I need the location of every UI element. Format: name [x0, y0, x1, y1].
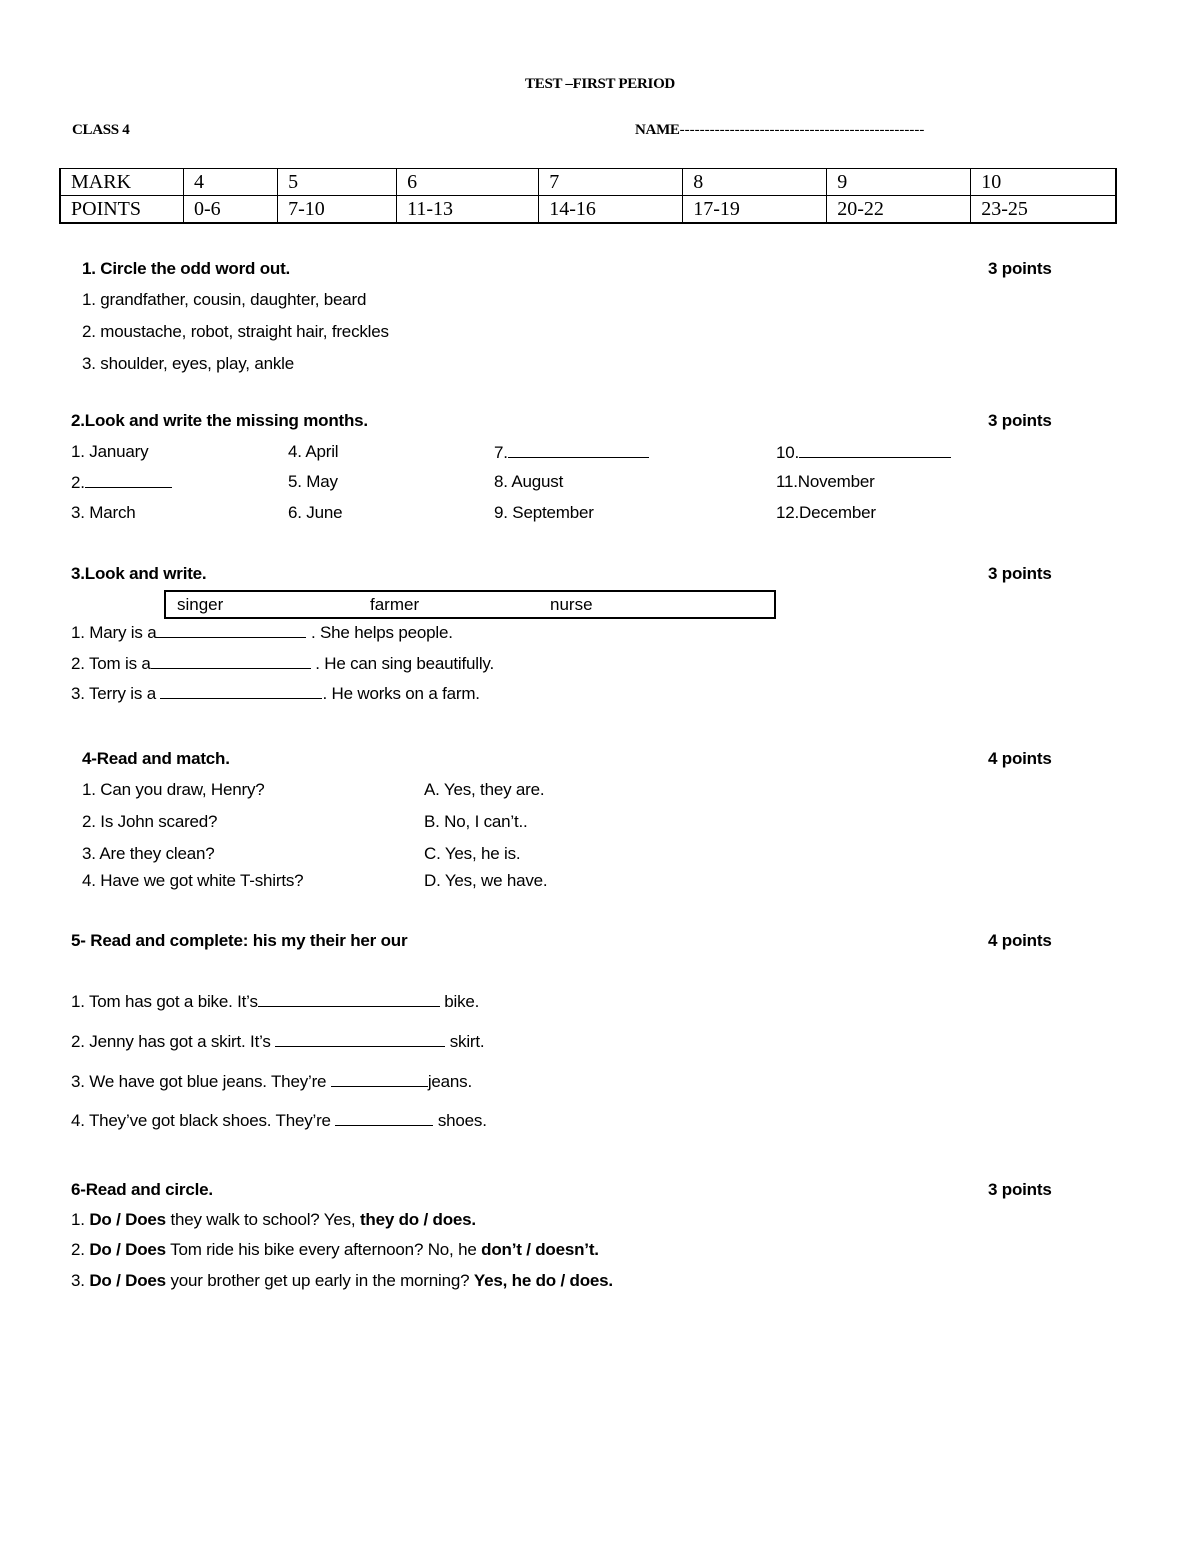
row-header: MARK — [60, 169, 184, 196]
word-box — [164, 590, 776, 619]
table-row — [60, 169, 1116, 196]
section-5-points: 4 points — [988, 931, 1052, 950]
list-item: 2. Tom is a . He can sing beautifully. — [71, 654, 494, 673]
answer-blank[interactable] — [335, 1110, 433, 1126]
list-item: 1. Tom has got a bike. It’s bike. — [71, 992, 480, 1011]
name-field — [635, 122, 924, 139]
month-cell: 1. January — [71, 442, 149, 461]
match-question: 1. Can you draw, Henry? — [82, 780, 265, 799]
choice-option[interactable]: they do / does. — [359, 1210, 476, 1229]
answer-blank[interactable] — [160, 683, 322, 699]
month-cell: 10. — [776, 442, 951, 463]
month-cell: 11.November — [776, 472, 875, 491]
match-answer: B. No, I can’t.. — [424, 812, 528, 831]
row-header: POINTS — [60, 196, 184, 224]
word-option: singer — [177, 595, 224, 614]
answer-blank[interactable] — [508, 442, 649, 458]
match-answer: C. Yes, he is. — [424, 844, 521, 863]
table-cell: 4 — [184, 169, 278, 196]
list-item: 3. Terry is a . He works on a farm. — [71, 684, 480, 703]
choice-option[interactable]: Do / Does — [89, 1210, 166, 1229]
month-cell: 3. March — [71, 503, 136, 522]
month-cell: 4. April — [288, 442, 339, 461]
table-cell: 10 — [971, 169, 1116, 196]
table-cell: 0-6 — [184, 196, 278, 224]
list-item: 1. Mary is a . She helps people. — [71, 623, 453, 642]
answer-blank[interactable] — [331, 1071, 428, 1087]
month-cell: 7. — [494, 442, 649, 463]
answer-blank[interactable] — [799, 442, 951, 458]
month-cell: 6. June — [288, 503, 343, 522]
answer-blank[interactable] — [258, 991, 440, 1007]
section-3-title: 3.Look and write. — [71, 564, 207, 583]
section-3-points: 3 points — [988, 564, 1052, 583]
table-cell: 11-13 — [397, 196, 539, 224]
month-cell: 2. — [71, 472, 172, 493]
table-cell: 23-25 — [971, 196, 1116, 224]
choice-option[interactable]: Do / Does — [89, 1271, 166, 1290]
table-cell: 14-16 — [539, 196, 683, 224]
table-cell: 7-10 — [278, 196, 397, 224]
list-item: 4. They’ve got black shoes. They’re shoes. — [71, 1111, 487, 1130]
table-cell: 17-19 — [683, 196, 827, 224]
match-answer: A. Yes, they are. — [424, 780, 545, 799]
list-item: 2. moustache, robot, straight hair, freckles — [82, 322, 389, 341]
list-item: 3. Do / Does your brother get up early in the morning? Yes, he do / does. — [71, 1271, 613, 1290]
name-label: NAME — [635, 122, 680, 138]
month-cell: 5. May — [288, 472, 338, 491]
month-cell: 12.December — [776, 503, 876, 522]
table-row — [60, 196, 1116, 224]
list-item: 3. We have got blue jeans. They’re jeans. — [71, 1072, 472, 1091]
answer-blank[interactable] — [156, 622, 306, 638]
match-question: 4. Have we got white T-shirts? — [82, 871, 304, 890]
choice-option[interactable]: don’t / doesn’t. — [481, 1240, 599, 1259]
section-2-title: 2.Look and write the missing months. — [71, 411, 368, 430]
name-line: ------------------------------------------------- — [679, 122, 925, 138]
grade-table — [59, 168, 1117, 224]
choice-option[interactable]: Yes, he do / does. — [473, 1271, 613, 1290]
table-cell: 8 — [683, 169, 827, 196]
answer-blank[interactable] — [275, 1031, 445, 1047]
table-cell: 7 — [539, 169, 683, 196]
match-answer: D. Yes, we have. — [424, 871, 548, 890]
section-5-title: 5- Read and complete: his my their her our — [71, 931, 408, 950]
month-cell: 9. September — [494, 503, 594, 522]
section-4-points: 4 points — [988, 749, 1052, 768]
table-cell: 6 — [397, 169, 539, 196]
table-cell: 9 — [827, 169, 971, 196]
word-option: nurse — [550, 595, 593, 614]
table-cell: 5 — [278, 169, 397, 196]
match-question: 3. Are they clean? — [82, 844, 215, 863]
section-6-points: 3 points — [988, 1180, 1052, 1199]
section-2-points: 3 points — [988, 411, 1052, 430]
list-item: 2. Do / Does Tom ride his bike every afternoon? No, he don’t / doesn’t. — [71, 1240, 599, 1259]
class-label: CLASS 4 — [72, 122, 130, 138]
section-6-title: 6-Read and circle. — [71, 1180, 213, 1199]
answer-blank[interactable] — [85, 472, 172, 488]
list-item: 2. Jenny has got a skirt. It’s skirt. — [71, 1032, 485, 1051]
list-item: 1. grandfather, cousin, daughter, beard — [82, 290, 367, 309]
section-1-points: 3 points — [988, 259, 1052, 278]
match-question: 2. Is John scared? — [82, 812, 218, 831]
choice-option[interactable]: Do / Does — [89, 1240, 166, 1259]
month-cell: 8. August — [494, 472, 564, 491]
list-item: 1. Do / Does they walk to school? Yes, they do / does. — [71, 1210, 476, 1229]
list-item: 3. shoulder, eyes, play, ankle — [82, 354, 294, 373]
page-title: TEST –FIRST PERIOD — [525, 76, 675, 92]
answer-blank[interactable] — [151, 653, 311, 669]
table-cell: 20-22 — [827, 196, 971, 224]
section-4-title: 4-Read and match. — [82, 749, 230, 768]
section-1-title: 1. Circle the odd word out. — [82, 259, 291, 278]
word-option: farmer — [370, 595, 420, 614]
